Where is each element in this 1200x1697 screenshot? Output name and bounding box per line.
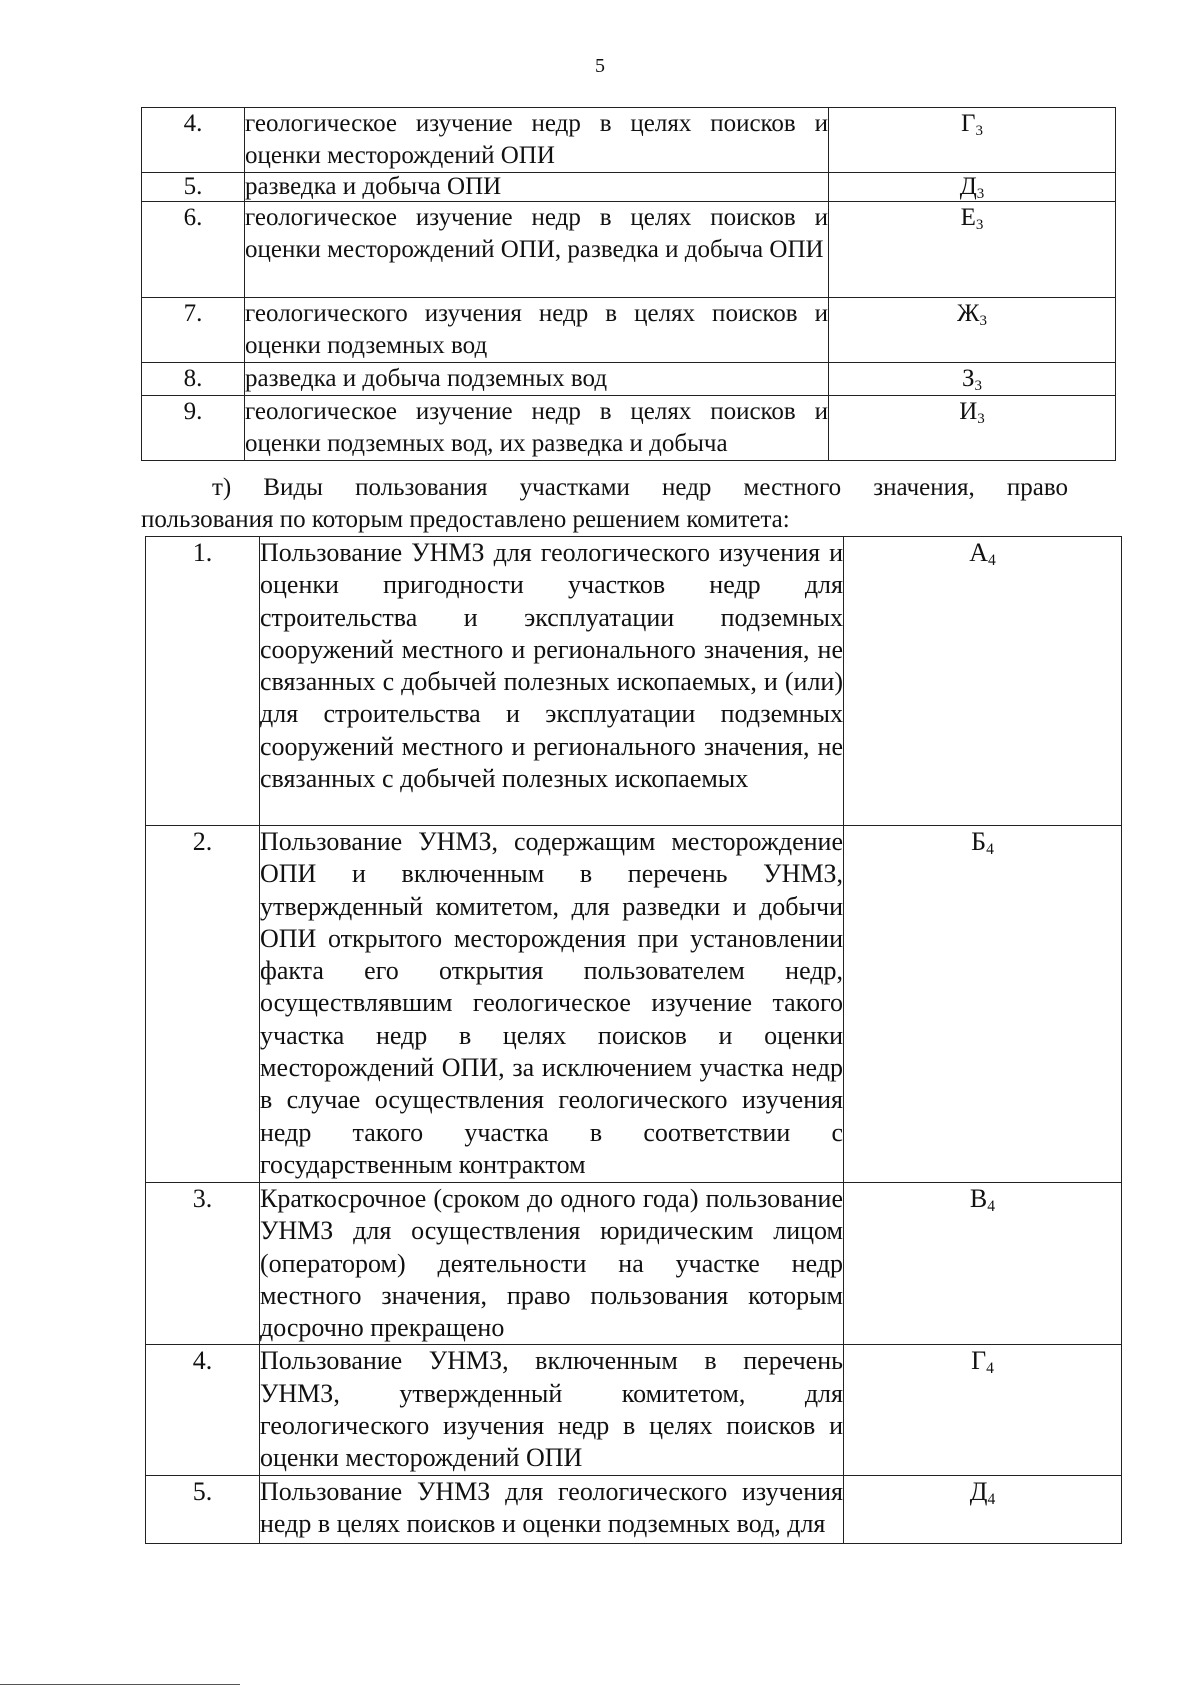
row-text: Пользование УНМЗ, содержащим месторождение ОПИ и включенным в перечень УНМЗ, утвержденный комитетом, для разведки и добычи ОПИ открытого месторождения при установлении факта его открытия пользователем недр, осуществлявшим геологическое изучение такого участка недр в целях поисков и оценки месторождений ОПИ, за исключением участка недр в случае осуществления геологического изучения недр такого участка в соответствии с государственным контрактом <box>260 826 844 1183</box>
row-number: 6. <box>142 202 245 298</box>
row-text: геологического изучения недр в целях поисков и оценки подземных вод <box>245 298 829 363</box>
row-code <box>844 826 1122 1183</box>
row-text: геологическое изучение недр в целях поисков и оценки подземных вод, их разведка и добыча <box>245 396 829 461</box>
row-number: 1. <box>146 537 260 826</box>
code-letter: З <box>961 365 975 392</box>
row-text: Краткосрочное (сроком до одного года) пользование УНМЗ для осуществления юридическим лицом (оператором) деятельности на участке недр местного значения, право пользования которым досрочно прекращено <box>260 1183 844 1345</box>
table-row <box>146 1183 1122 1345</box>
code-letter: Ж <box>957 300 980 327</box>
section-paragraph <box>141 472 1068 536</box>
paragraph-line-2: пользования по которым предоставлено решением комитета: <box>141 506 790 533</box>
paragraph-line-1: т) Виды пользования участками недр местного значения, право <box>212 474 1068 501</box>
row-text: разведка и добыча ОПИ <box>245 173 829 202</box>
row-number: 2. <box>146 826 260 1183</box>
code-index: 4 <box>987 1198 996 1215</box>
page-number: 5 <box>595 55 605 77</box>
row-text: разведка и добыча подземных вод <box>245 363 829 396</box>
table-row <box>146 826 1122 1183</box>
row-number: 7. <box>142 298 245 363</box>
table-row <box>146 1345 1122 1475</box>
row-code <box>829 396 1116 461</box>
code-index: 4 <box>986 1360 994 1378</box>
table-row <box>142 173 1116 202</box>
code-index: 3 <box>975 123 983 139</box>
table-row <box>142 363 1116 396</box>
row-number: 4. <box>146 1345 260 1475</box>
code-index: 3 <box>977 411 985 427</box>
code-index: 4 <box>986 841 994 858</box>
row-number: 4. <box>142 108 245 173</box>
code-index: 3 <box>976 186 985 202</box>
row-text: геологическое изучение недр в целях поисков и оценки месторождений ОПИ, разведка и добыча ОПИ <box>245 202 829 298</box>
code-letter: Д <box>969 1476 988 1506</box>
table-use-types-continued <box>141 107 1116 461</box>
footer-rule <box>0 1684 240 1685</box>
row-number: 8. <box>142 363 245 396</box>
code-index: 3 <box>975 217 984 233</box>
code-index: 4 <box>987 552 996 569</box>
row-code <box>829 202 1116 298</box>
row-code <box>829 108 1116 173</box>
code-letter: Б <box>971 827 987 856</box>
row-code <box>829 298 1116 363</box>
code-letter: Е <box>960 204 976 231</box>
row-code <box>829 173 1116 202</box>
table-row <box>146 1475 1122 1543</box>
code-index: 3 <box>974 378 983 394</box>
code-letter: Г <box>971 1346 987 1376</box>
code-letter: А <box>969 538 988 567</box>
row-number: 5. <box>146 1475 260 1543</box>
table-row <box>142 396 1116 461</box>
code-letter: И <box>959 398 978 425</box>
row-text: Пользование УНМЗ для геологического изучения недр в целях поисков и оценки подземных вод, для <box>260 1475 844 1543</box>
code-letter: В <box>969 1184 988 1213</box>
row-code <box>829 363 1116 396</box>
code-letter: Д <box>959 173 977 200</box>
table-row <box>142 108 1116 173</box>
table-local-subsoil-use-types <box>145 536 1122 1544</box>
row-text: геологическое изучение недр в целях поисков и оценки месторождений ОПИ <box>245 108 829 173</box>
row-text: Пользование УНМЗ для геологического изучения и оценки пригодности участков недр для строительства и эксплуатации подземных сооружений местного и регионального значения, не связанных с добычей полезных ископаемых, и (или) для строительства и эксплуатации подземных сооружений местного и регионального значения, не связанных с добычей полезных ископаемых <box>260 537 844 826</box>
row-code <box>844 537 1122 826</box>
row-text: Пользование УНМЗ, включенным в перечень УНМЗ, утвержденный комитетом, для геологического изучения недр в целях поисков и оценки месторождений ОПИ <box>260 1345 844 1475</box>
code-index: 3 <box>979 313 987 329</box>
row-number: 9. <box>142 396 245 461</box>
row-code <box>844 1345 1122 1475</box>
table-row <box>142 298 1116 363</box>
row-number: 5. <box>142 173 245 202</box>
table-row <box>146 537 1122 826</box>
row-code <box>844 1183 1122 1345</box>
code-index: 4 <box>987 1490 996 1508</box>
table-row <box>142 202 1116 298</box>
row-code <box>844 1475 1122 1543</box>
code-letter: Г <box>961 110 976 137</box>
row-number: 3. <box>146 1183 260 1345</box>
